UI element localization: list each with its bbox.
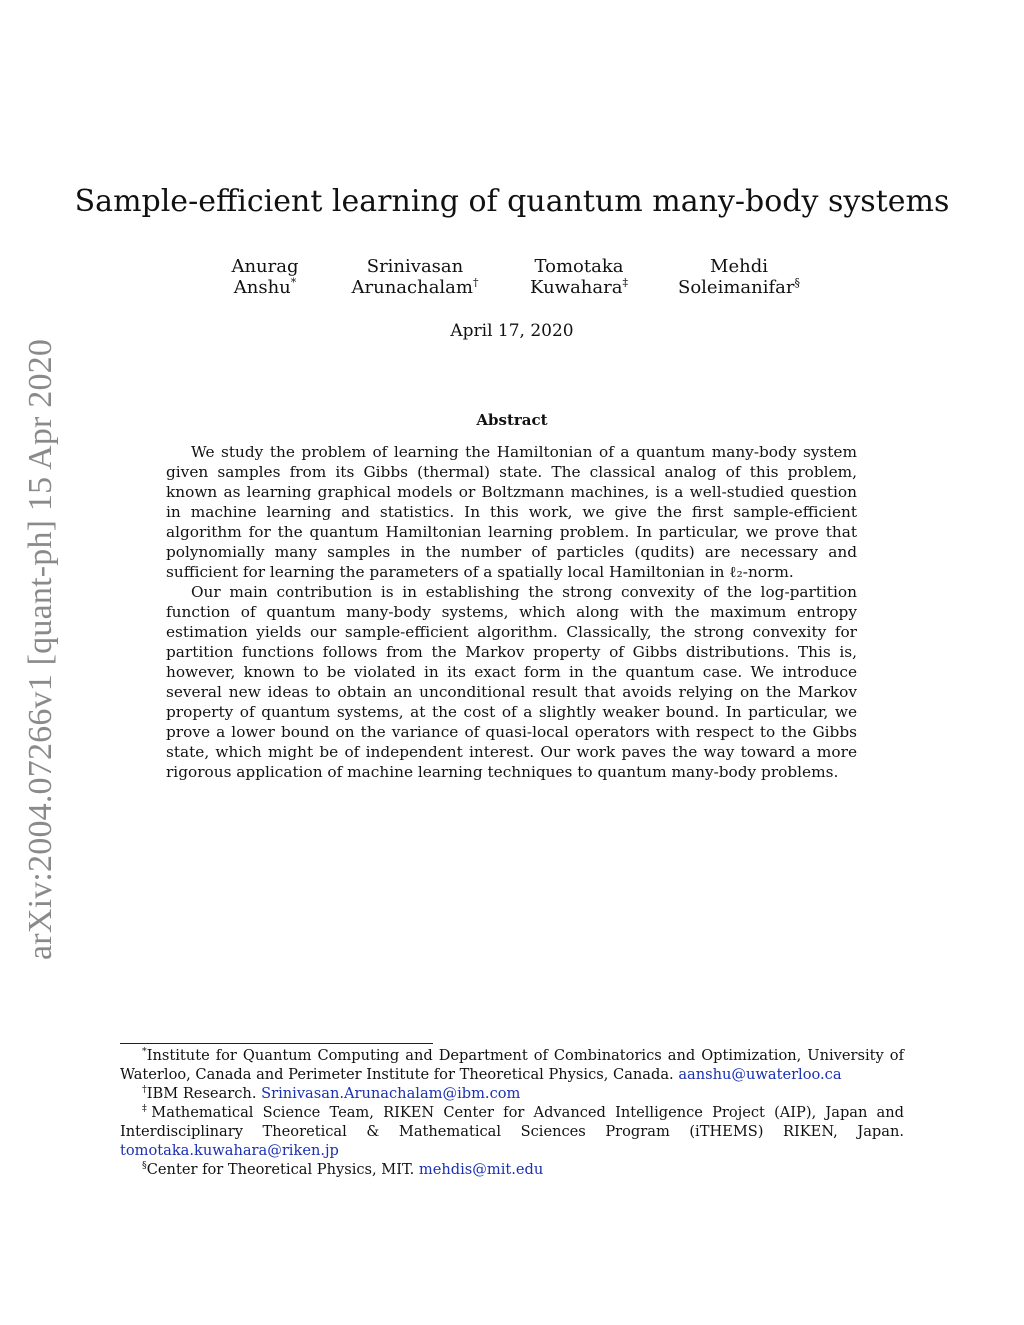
footnote-text: Institute for Quantum Computing and Department of Combinatorics and Optimization, University of Waterloo, Canada and Perimeter Institute for Theoretical Physics, Canada.: [120, 1047, 904, 1083]
email-link[interactable]: Srinivasan.Arunachalam@ibm.com: [261, 1085, 521, 1102]
author-last-name: Anshu*: [233, 276, 297, 298]
footnote-mark: ‡: [142, 1103, 152, 1114]
author-anshu: [224, 256, 306, 298]
footnote-mark: †: [142, 1084, 147, 1095]
footnote-rule: [120, 1043, 433, 1044]
footnote: [120, 1046, 904, 1084]
author-last-name: Arunachalam†: [351, 276, 479, 298]
email-link[interactable]: aanshu@uwaterloo.ca: [678, 1066, 842, 1083]
footnote-text: Center for Theoretical Physics, MIT.: [146, 1161, 415, 1178]
footnote-text: IBM Research.: [146, 1085, 257, 1102]
author-first-name: Srinivasan: [366, 256, 464, 277]
author-mark: ‡: [622, 276, 628, 289]
author-kuwahara: [524, 256, 634, 298]
footnote: [120, 1103, 904, 1160]
footnote-mark: §: [142, 1160, 147, 1171]
author-mark: §: [794, 276, 800, 289]
author-list: [0, 256, 1024, 316]
footnote: [120, 1084, 904, 1103]
email-link[interactable]: tomotaka.kuwahara@riken.jp: [120, 1142, 339, 1159]
abstract-paragraph: We study the problem of learning the Hamiltonian of a quantum many-body system given samples from its Gibbs (thermal) state. The classical analog of this problem, known as learning graphical models or Boltzmann machines, is a well-studied question in machine learning and statistics. In this work, we give the first sample-efficient algorithm for the quantum Hamiltonian learning problem. In particular, we prove that polynomially many samples in the number of particles (qudits) are necessary and sufficient for learning the parameters of a spatially local Hamiltonian in ℓ₂-norm.: [166, 443, 857, 581]
email-link[interactable]: mehdis@mit.edu: [418, 1161, 544, 1178]
author-first-name: Tomotaka: [534, 256, 624, 277]
abstract-paragraph: Our main contribution is in establishing the strong convexity of the log-partition function of quantum many-body systems, which along with the maximum entropy estimation yields our sample-efficient algorithm. Classically, the strong convexity for partition functions follows from the Markov property of Gibbs distributions. This is, however, known to be violated in its exact form in the quantum case. We introduce several new ideas to obtain an unconditional result that avoids relying on the Markov property of quantum systems, at the cost of a slightly weaker bound. In particular, we prove a lower bound on the variance of quasi-local operators with respect to the Gibbs state, which might be of independent interest. Our work paves the way toward a more rigorous application of machine learning techniques to quantum many-body problems.: [166, 583, 857, 781]
abstract-body: [166, 442, 857, 782]
paper-title: Sample-efficient learning of quantum many-body systems: [74, 184, 950, 219]
footnote: [120, 1160, 904, 1179]
author-soleimanifar: [676, 256, 802, 298]
footnotes: [120, 1046, 904, 1179]
author-arunachalam: [350, 256, 480, 298]
author-mark: †: [472, 276, 479, 289]
publication-date: April 17, 2020: [450, 321, 574, 341]
footnote-mark: *: [142, 1046, 147, 1057]
author-first-name: Mehdi: [710, 256, 768, 277]
abstract-heading: Abstract: [476, 411, 548, 429]
author-mark: *: [290, 276, 297, 289]
author-first-name: Anurag: [231, 256, 299, 277]
footnote-text: Mathematical Science Team, RIKEN Center for Advanced Intelligence Project (AIP), Japan and Interdisciplinary Theoretical & Mathematical Sciences Program (iTHEMS) RIKEN, Japan.: [120, 1104, 904, 1140]
arxiv-identifier: arXiv:2004.07266v1 [quant-ph] 15 Apr 2020: [22, 338, 59, 960]
author-last-name: Soleimanifar§: [678, 276, 800, 298]
author-last-name: Kuwahara‡: [530, 276, 628, 298]
